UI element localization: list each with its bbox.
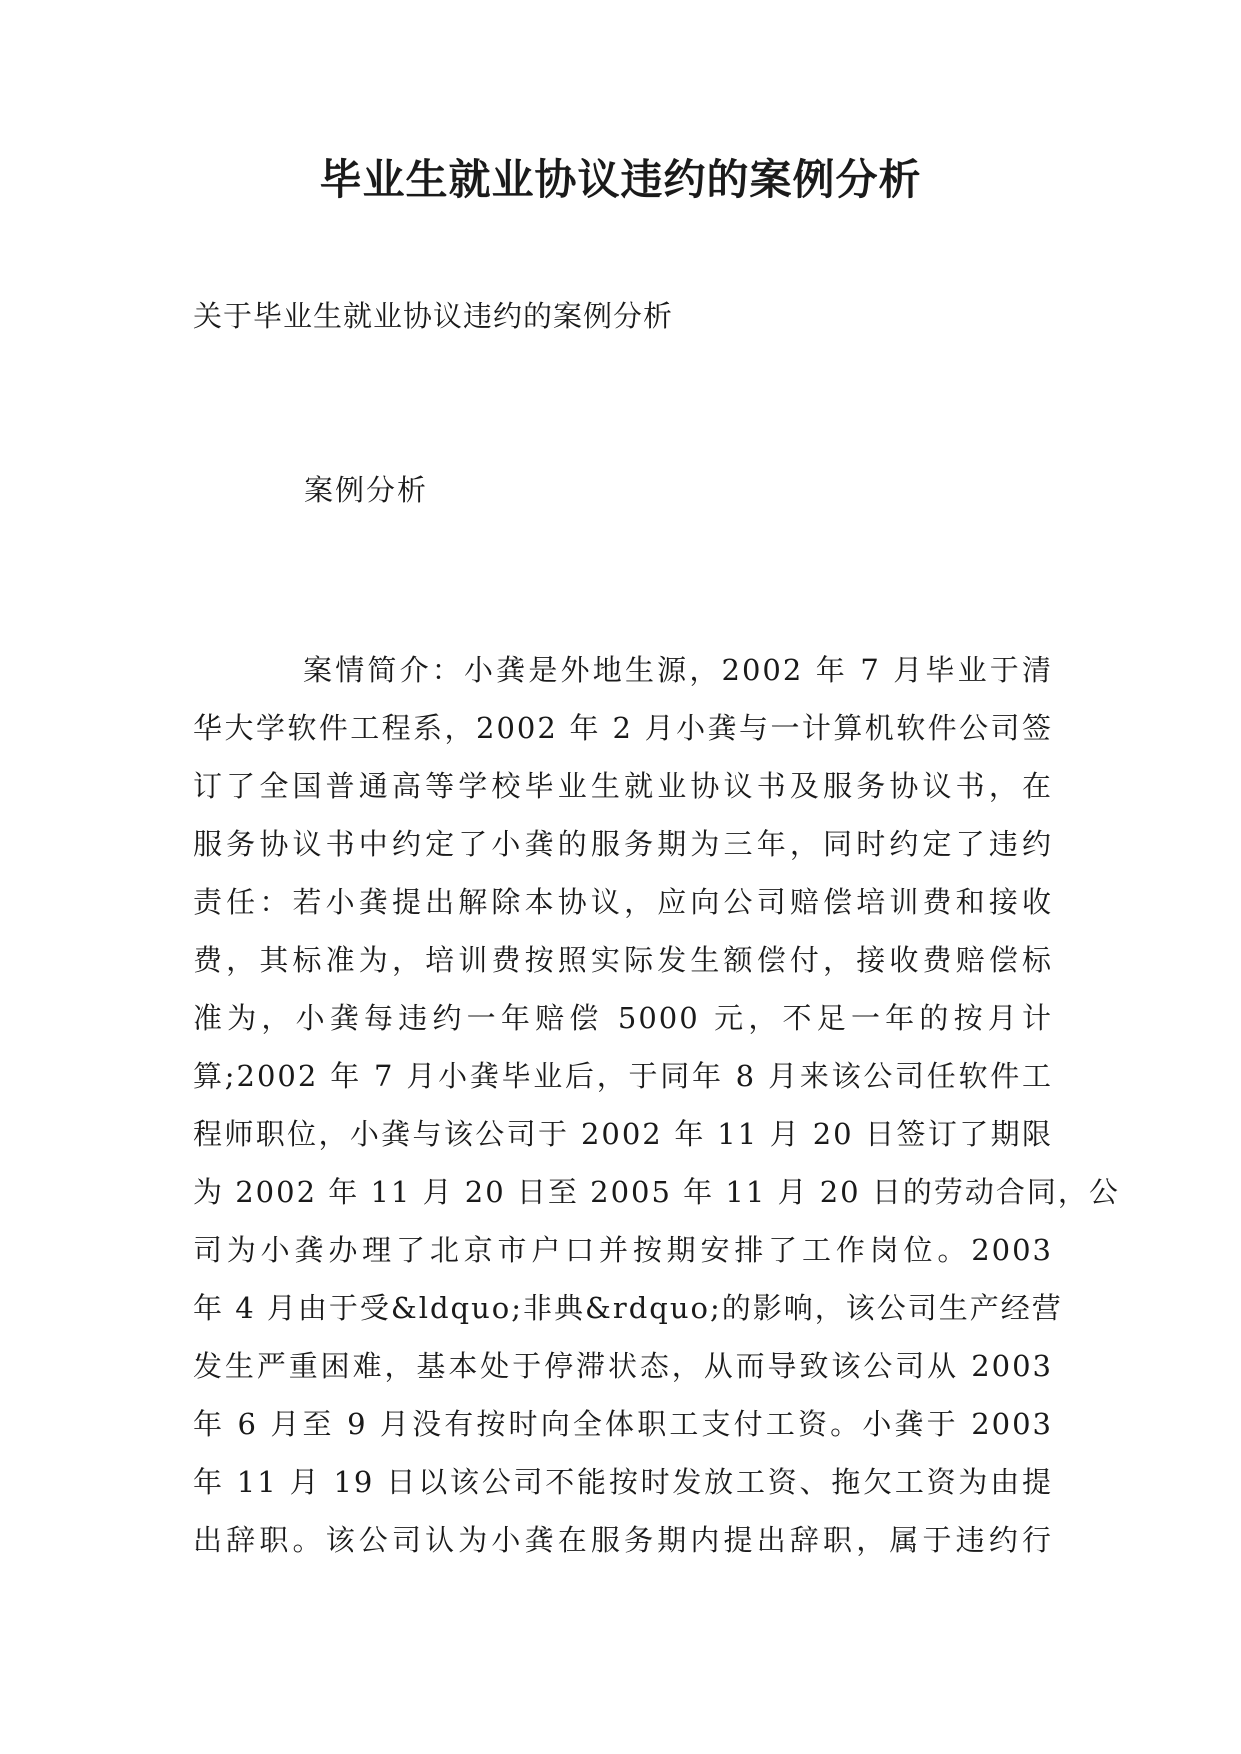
- paragraph-line: 司为小龚办理了北京市户口并按期安排了工作岗位。2003: [193, 1233, 1053, 1267]
- paragraph-line: 年 6 月至 9 月没有按时向全体职工支付工资。小龚于 2003: [193, 1407, 1053, 1441]
- paragraph-line: 案情简介：小龚是外地生源，2002 年 7 月毕业于清: [303, 653, 1053, 687]
- paragraph-line: 算;2002 年 7 月小龚毕业后，于同年 8 月来该公司任软件工: [193, 1059, 1053, 1093]
- paragraph-line: 年 4 月由于受&ldquo;非典&rdquo;的影响，该公司生产经营: [193, 1291, 1063, 1325]
- document-subtitle: 关于毕业生就业协议违约的案例分析: [193, 299, 674, 333]
- paragraph-line: 出辞职。该公司认为小龚在服务期内提出辞职，属于违约行: [193, 1523, 1053, 1557]
- paragraph-line: 年 11 月 19 日以该公司不能按时发放工资、拖欠工资为由提: [193, 1465, 1053, 1499]
- paragraph-line: 华大学软件工程系，2002 年 2 月小龚与一计算机软件公司签: [193, 711, 1053, 745]
- document-title: 毕业生就业协议违约的案例分析: [319, 155, 922, 204]
- paragraph-line: 服务协议书中约定了小龚的服务期为三年，同时约定了违约: [193, 827, 1053, 861]
- paragraph-line: 程师职位，小龚与该公司于 2002 年 11 月 20 日签订了期限: [193, 1117, 1053, 1151]
- case-paragraph: [193, 641, 1120, 1569]
- paragraph-line: 为 2002 年 11 月 20 日至 2005 年 11 月 20 日的劳动合同，公: [193, 1175, 1120, 1209]
- paragraph-line: 准为，小龚每违约一年赔偿 5000 元，不足一年的按月计: [193, 1001, 1053, 1035]
- paragraph-line: 费，其标准为，培训费按照实际发生额偿付，接收费赔偿标: [193, 943, 1053, 977]
- section-heading: 案例分析: [304, 473, 429, 507]
- paragraph-line: 订了全国普通高等学校毕业生就业协议书及服务协议书，在: [193, 769, 1053, 803]
- paragraph-line: 责任：若小龚提出解除本协议，应向公司赔偿培训费和接收: [193, 885, 1053, 919]
- paragraph-line: 发生严重困难，基本处于停滞状态，从而导致该公司从 2003: [193, 1349, 1053, 1383]
